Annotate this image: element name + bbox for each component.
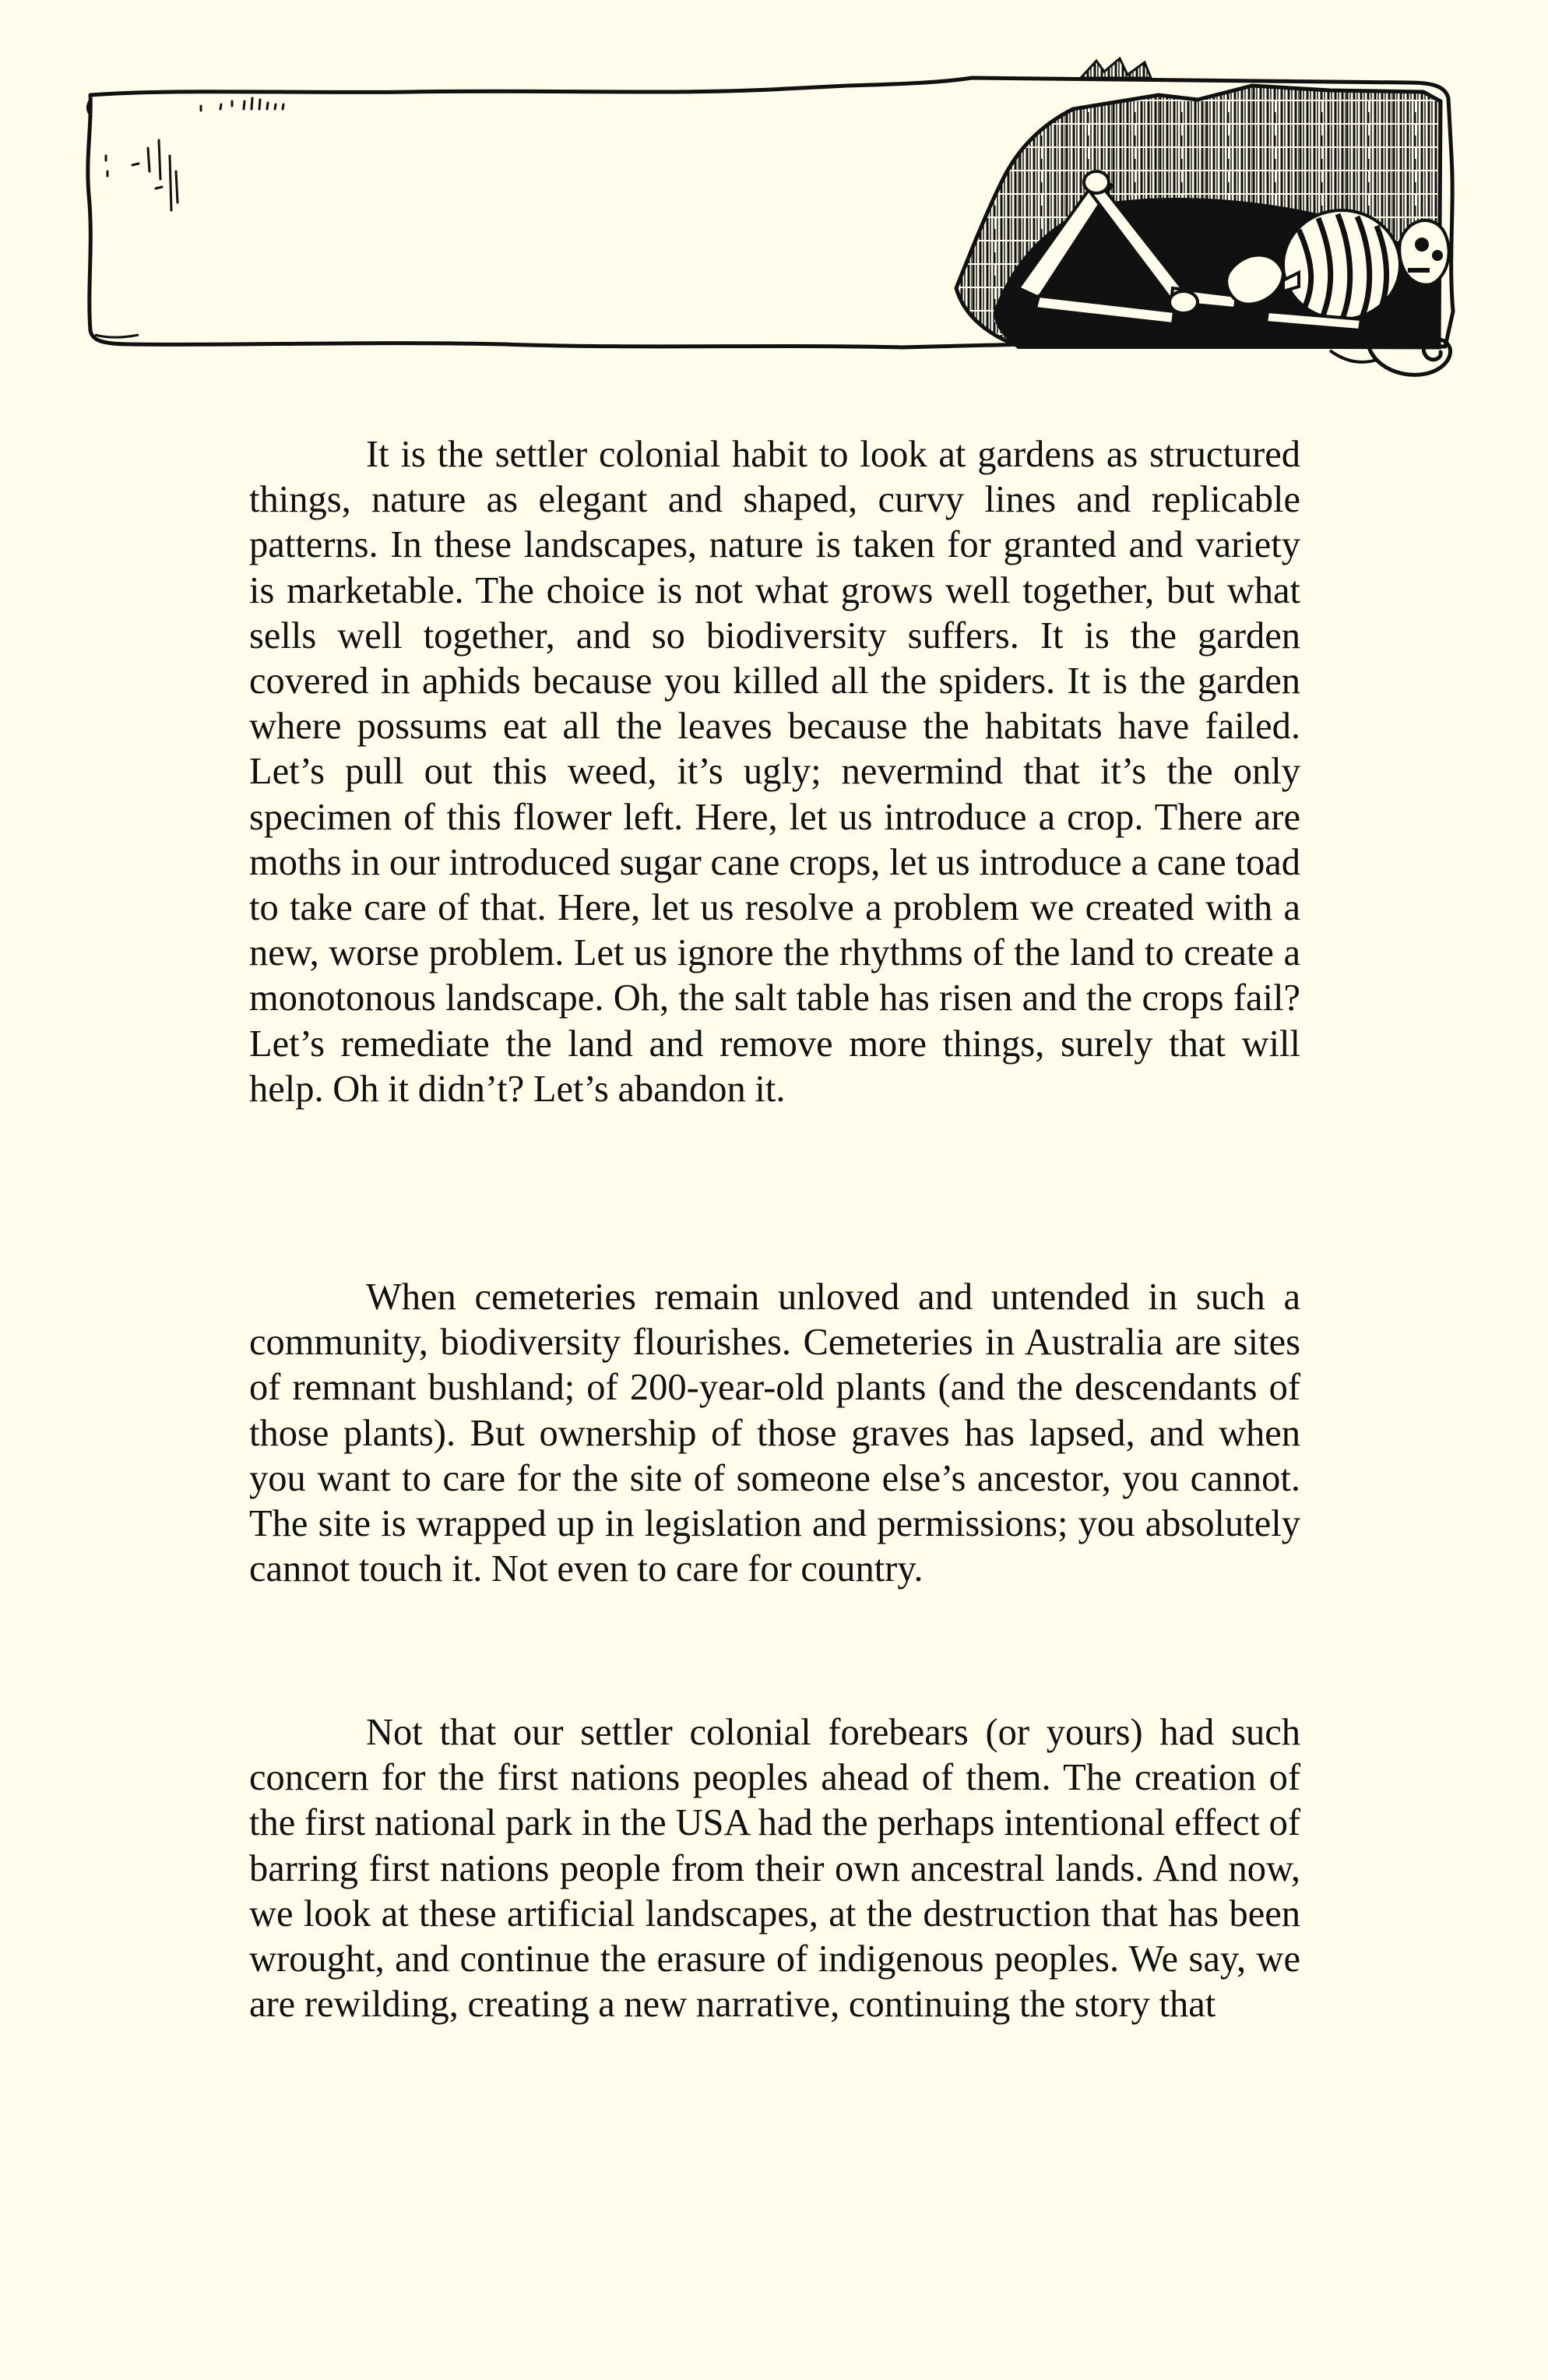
body-paragraph: When cemeteries remain unloved and untended in such a community, biodiversity flourishes. Cemeteries in Australia are sites of remnant bushland; of 200-year-old plants (and the descendants of those plants). But ownership of those graves has lapsed, and when you want to care for the site of someone else’s ancestor, you cannot. The site is wrapped up in legislation and permissions; you absolutely cannot touch it. Not even to care for country.	[249, 1276, 1300, 1590]
body-paragraph: It is the settler colonial habit to look at gardens as structured things, nature as elegant and shaped, curvy lines and replicable patterns. In these landscapes, nature is taken for granted and variety is marketable. The choice is not what grows well together, but what sells well together, and so biodiversity suffers. It is the garden covered in aphids because you killed all the spiders. It is the garden where possums eat all the leaves because the habitats have failed. Let’s pull out this weed, it’s ugly; nevermind that it’s the only specimen of this flower left. Here, let us introduce a crop. There are moths in our introduced sugar cane crops, let us introduce a cane toad to take care of that. Here, let us resolve a problem we created with a new, worse problem. Let us ignore the rhythms of the land to create a monotonous landscape. Oh, the salt table has risen and the crops fail? Let’s remediate the land and remove more things, surely that will help. Oh it didn’t? Let’s abandon it.	[249, 434, 1300, 1110]
skeleton-in-tomb-icon	[84, 55, 1478, 397]
body-paragraph: Not that our settler colonial forebears (or yours) had such concern for the first nations peoples ahead of them. The creation of the first national park in the USA had the perhaps intentional effect of barring first nations people from their own ancestral lands. And now, we look at these artificial landscapes, at the destruction that has been wrought, and continue the erasure of indigenous peoples. We say, we are rewilding, creating a new narrative, continuing the story that	[249, 1712, 1300, 2026]
header-illustration	[84, 55, 1478, 397]
